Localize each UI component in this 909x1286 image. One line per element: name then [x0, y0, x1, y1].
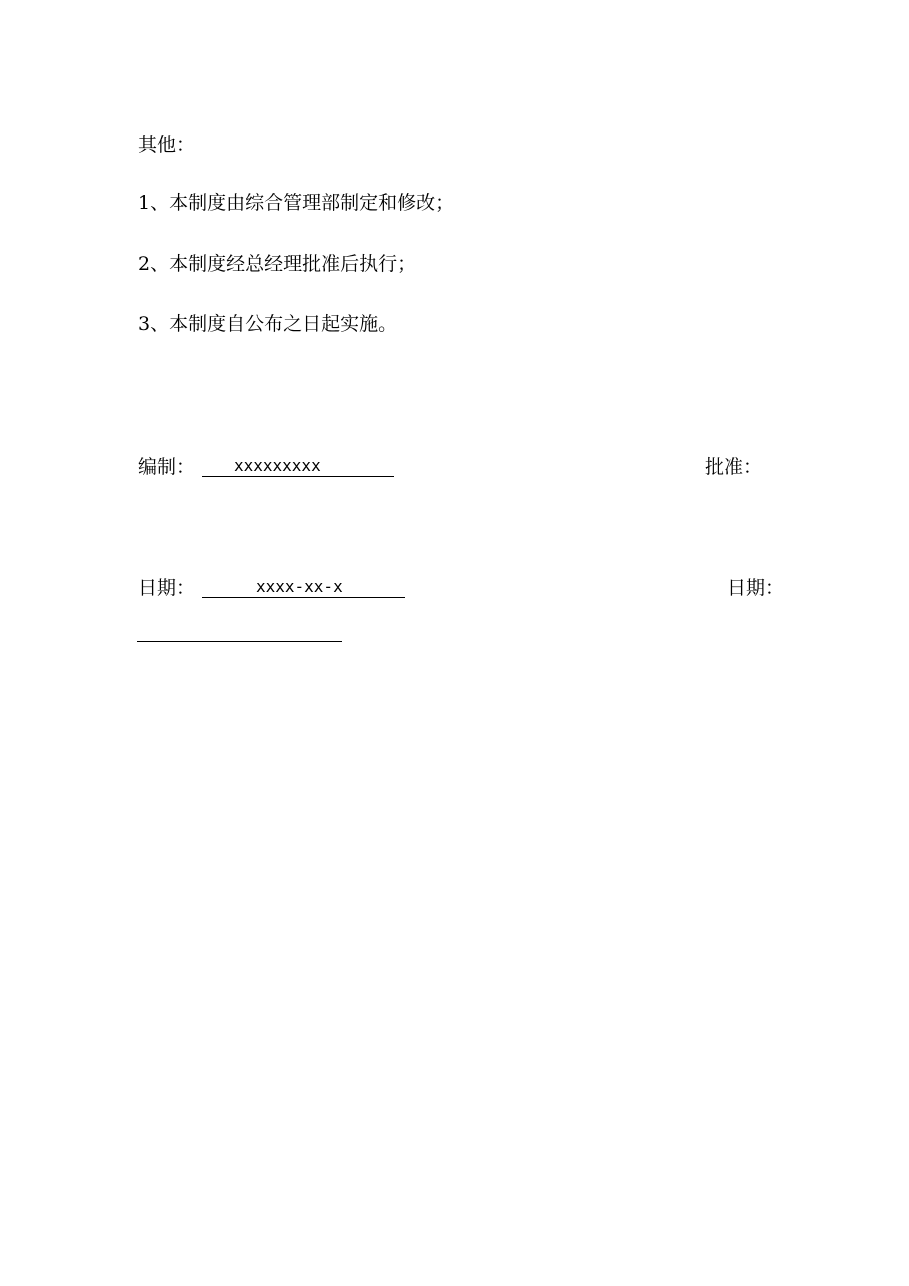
- clause-item: 3、本制度自公布之日起实施。: [138, 313, 398, 335]
- compiled-by-label: 编制：: [138, 456, 196, 478]
- clause-item: 1、本制度由综合管理部制定和修改；: [138, 192, 455, 214]
- approved-by-label: 批准：: [705, 456, 763, 478]
- approved-date-blank-line: [137, 641, 342, 642]
- section-heading: 其他：: [138, 134, 196, 156]
- approved-date-label: 日期：: [727, 577, 785, 599]
- compiled-date-field: xxxx-xx-x: [202, 576, 405, 598]
- compiled-by-field: xxxxxxxxx: [202, 455, 394, 477]
- clause-item: 2、本制度经总经理批准后执行；: [138, 253, 417, 275]
- compiled-date-label: 日期：: [138, 577, 196, 599]
